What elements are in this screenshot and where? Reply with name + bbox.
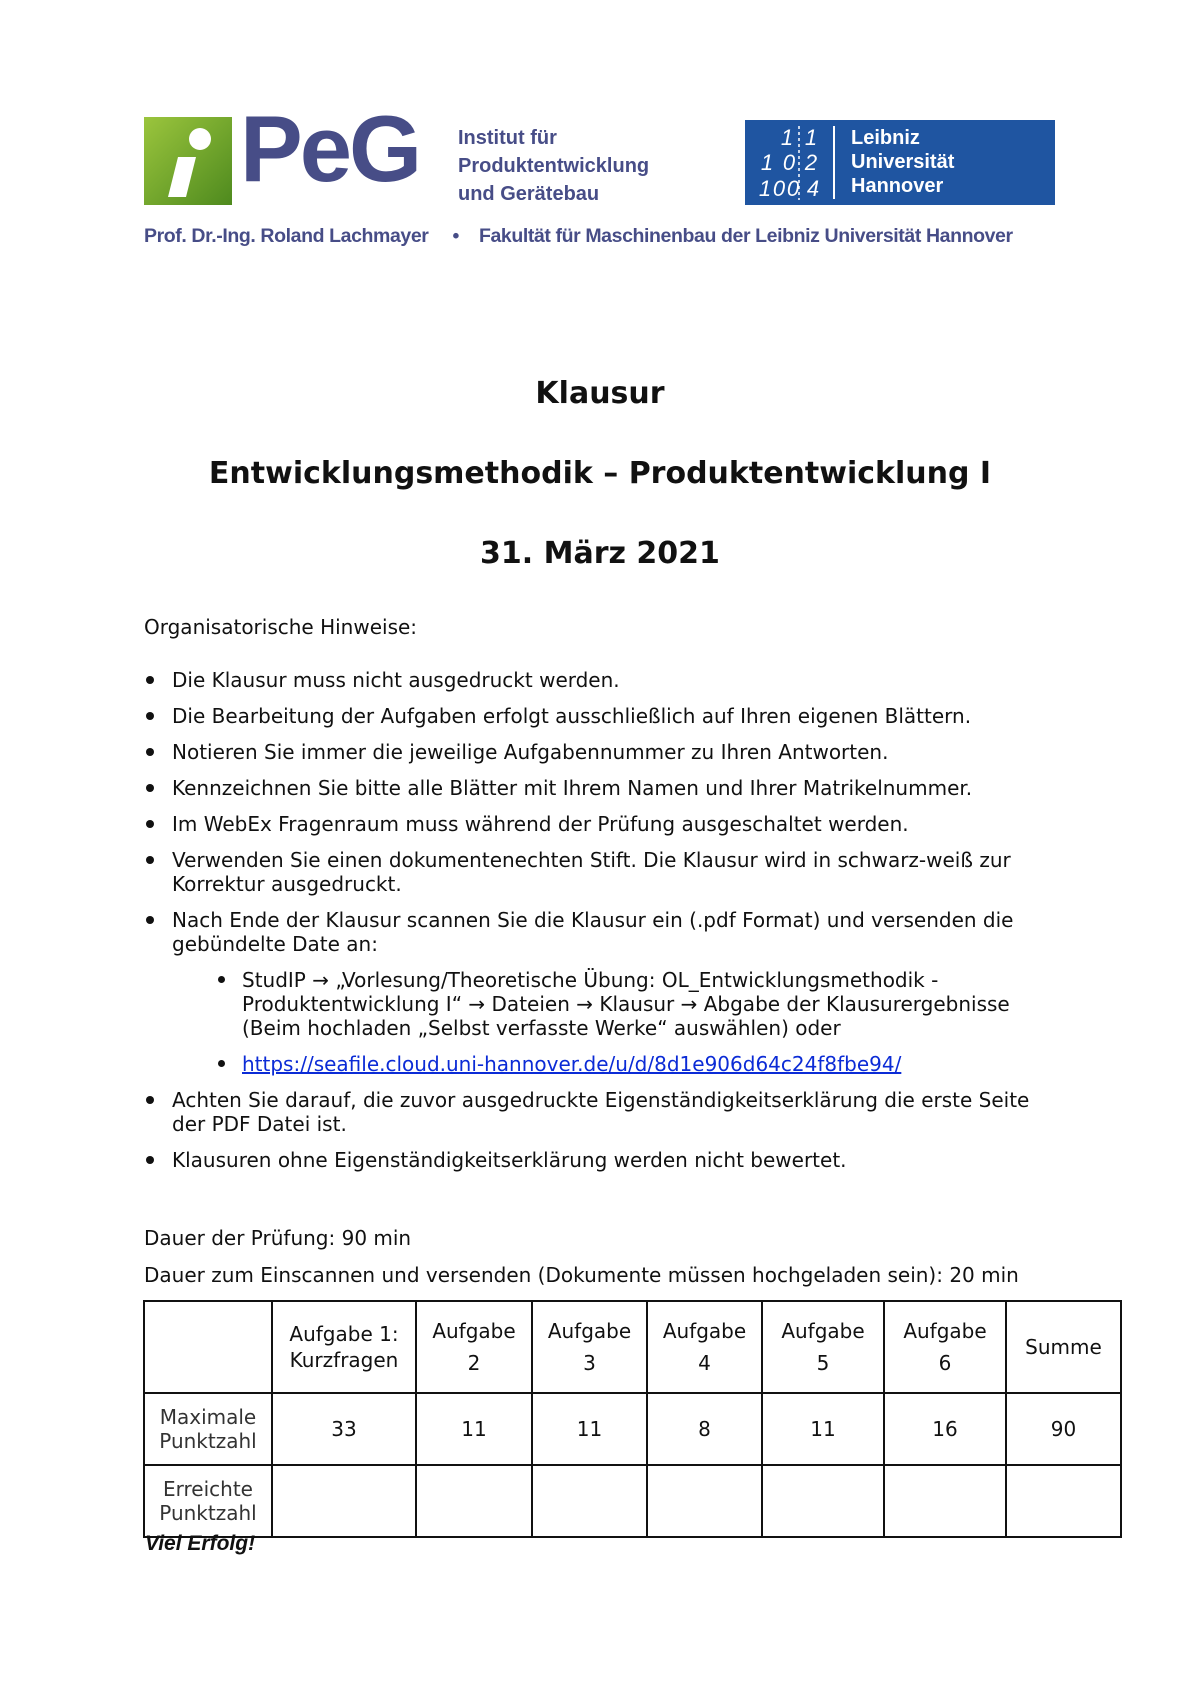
svg-text:0: 0: [782, 150, 796, 175]
svg-text:0: 0: [786, 176, 800, 201]
good-luck-note: Viel Erfolg!: [145, 1532, 256, 1555]
university-name: [851, 126, 954, 198]
max-points-cell: 16: [884, 1393, 1006, 1465]
max-points-cell: 11: [416, 1393, 532, 1465]
institute-line: Institut für: [458, 127, 557, 149]
header-text: 4: [698, 1351, 711, 1375]
achieved-points-cell: [762, 1465, 884, 1537]
header-text: 2: [467, 1351, 481, 1375]
university-line: Universität: [851, 151, 955, 173]
row-label-achieved: [144, 1465, 272, 1537]
list-item: Kennzeichnen Sie bitte alle Blätter mit Ihrem Namen und Ihrer Matrikelnummer.: [144, 776, 1044, 800]
header-separator: •: [452, 225, 459, 247]
submission-options: [172, 968, 1044, 1076]
list-item: Klausuren ohne Eigenständigkeitserklärung werden nicht bewertet.: [144, 1148, 1044, 1172]
header-task-6: [884, 1301, 1006, 1393]
svg-text:1: 1: [760, 150, 774, 175]
institute-line: Produktentwicklung: [458, 155, 650, 177]
professor-faculty-line: [144, 225, 1060, 248]
sub-list-item-seafile: [216, 1052, 1044, 1076]
row-label-max: [144, 1393, 272, 1465]
list-item: Die Klausur muss nicht ausgedruckt werden.: [144, 668, 1044, 692]
header-text: Aufgabe: [662, 1319, 747, 1343]
header-task-2: [416, 1301, 532, 1393]
header-sum: [1006, 1301, 1121, 1393]
list-item-submission: [144, 908, 1044, 1076]
svg-text:1: 1: [804, 125, 818, 150]
header-text: Summe: [1025, 1335, 1102, 1359]
header-text: 5: [816, 1351, 830, 1375]
header-text: Aufgabe 1:: [289, 1322, 399, 1346]
svg-text:4: 4: [806, 176, 820, 201]
header-text: 6: [938, 1351, 952, 1375]
achieved-points-total: [1006, 1465, 1121, 1537]
achieved-points-cell: [416, 1465, 532, 1537]
svg-text:2: 2: [804, 150, 818, 175]
score-table: [143, 1300, 1122, 1538]
notes-heading: Organisatorische Hinweise:: [144, 615, 418, 639]
max-points-cell: 8: [647, 1393, 762, 1465]
header-text: 3: [583, 1351, 596, 1375]
list-item: Notieren Sie immer die jeweilige Aufgabennummer zu Ihren Antworten.: [144, 740, 1044, 764]
row-label-text: Punktzahl: [159, 1501, 257, 1525]
sub-list-item-studip: StudIP → „Vorlesung/Theoretische Übung: OL_Entwicklungsmethodik - Produktentwicklung I“ → Dateien → Klausur → Abgabe der Klausurergebnisse (Beim hochladen „Selbst verfasste Werke“ auswählen) oder: [216, 968, 1044, 1040]
table-corner-cell: [144, 1301, 272, 1393]
header-text: Aufgabe: [432, 1319, 516, 1343]
submission-instruction: Nach Ende der Klausur scannen Sie die Klausur ein (.pdf Format) und versenden die gebündelte Date an:: [172, 908, 1014, 956]
row-label-text: Maximale: [159, 1405, 257, 1429]
header-text: Aufgabe: [547, 1319, 632, 1343]
exam-title: Klausur: [535, 376, 665, 411]
list-item: Achten Sie darauf, die zuvor ausgedruckte Eigenständigkeitserklärung die erste Seite der PDF Datei ist.: [144, 1088, 1044, 1136]
exam-date: 31. März 2021: [480, 536, 720, 571]
header-task-3: [532, 1301, 647, 1393]
achieved-points-cell: [884, 1465, 1006, 1537]
header-text: Aufgabe: [781, 1319, 865, 1343]
institute-line: und Gerätebau: [458, 183, 600, 205]
header-task-5: [762, 1301, 884, 1393]
max-points-cell: 11: [762, 1393, 884, 1465]
seafile-upload-link[interactable]: https://seafile.cloud.uni-hannover.de/u/d/8d1e906d64c24f8fbe94/: [242, 1052, 902, 1076]
table-row-achieved-points: [144, 1465, 1121, 1537]
faculty-name: Fakultät für Maschinenbau der Leibniz Universität Hannover: [478, 225, 1013, 247]
university-logo: [745, 120, 1055, 205]
university-line: Hannover: [851, 175, 944, 197]
notes-list: [144, 668, 1044, 1184]
table-header-row: [144, 1301, 1121, 1393]
list-item: Im WebEx Fragenraum muss während der Prüfung ausgeschaltet werden.: [144, 812, 1044, 836]
achieved-points-cell: [647, 1465, 762, 1537]
institute-name: [458, 124, 708, 208]
svg-text:1: 1: [758, 176, 772, 201]
header-text: Kurzfragen: [289, 1348, 399, 1372]
ipeg-logo-wordmark: PeG: [240, 96, 420, 201]
professor-name: Prof. Dr.-Ing. Roland Lachmayer: [144, 225, 429, 247]
max-points-total: 90: [1006, 1393, 1121, 1465]
header-text: Aufgabe: [903, 1319, 987, 1343]
list-item: Verwenden Sie einen dokumentenechten Stift. Die Klausur wird in schwarz-weiß zur Korrektur ausgedruckt.: [144, 848, 1044, 896]
list-item: Die Bearbeitung der Aufgaben erfolgt ausschließlich auf Ihren eigenen Blättern.: [144, 704, 1044, 728]
header-task-1: [272, 1301, 416, 1393]
max-points-cell: 11: [532, 1393, 647, 1465]
row-label-text: Erreichte: [163, 1477, 253, 1501]
achieved-points-cell: [272, 1465, 416, 1537]
ipeg-logo-icon: [144, 117, 232, 205]
university-line: Leibniz: [851, 127, 920, 149]
max-points-cell: 33: [272, 1393, 416, 1465]
university-digits-icon: [749, 120, 835, 205]
university-logo-divider: [833, 126, 835, 199]
achieved-points-cell: [532, 1465, 647, 1537]
exam-duration: Dauer der Prüfung: 90 min: [144, 1226, 412, 1250]
svg-text:1: 1: [780, 125, 794, 150]
header-task-4: [647, 1301, 762, 1393]
upload-duration: Dauer zum Einscannen und versenden (Dokumente müssen hochgeladen sein): 20 min: [144, 1263, 1019, 1287]
course-title: Entwicklungsmethodik – Produktentwicklung I: [208, 456, 992, 491]
table-row-max-points: [144, 1393, 1121, 1465]
svg-text:0: 0: [772, 176, 786, 201]
row-label-text: Punktzahl: [159, 1429, 257, 1453]
